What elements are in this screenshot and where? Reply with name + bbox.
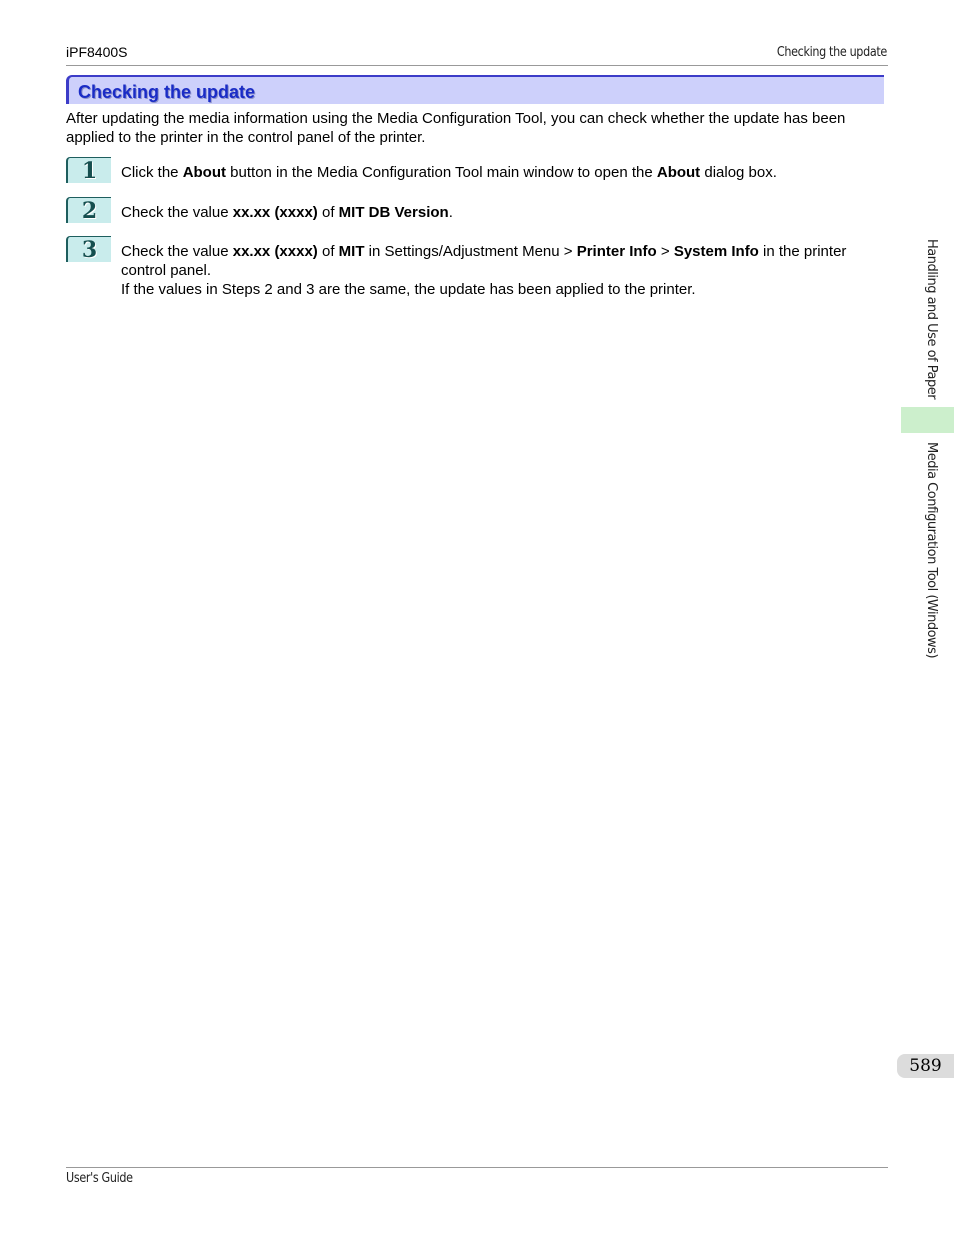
sidebar-active-tab	[901, 407, 954, 433]
bold-term: System Info	[673, 243, 759, 260]
intro-paragraph: After updating the media information using the Media Configuration Tool, you can check whether the update has been applied to the printer in the control panel of the printer.	[66, 110, 846, 146]
header-section: Checking the update	[777, 45, 887, 60]
header-product: iPF8400S	[66, 44, 128, 60]
bold-term: xx.xx (xxxx)	[232, 243, 318, 260]
text-run: of	[317, 204, 339, 221]
text-run: .	[448, 204, 453, 221]
text-run: in Settings/Adjustment Menu >	[364, 243, 577, 260]
text-run: Check the value	[121, 204, 233, 221]
bold-term: Printer Info	[576, 243, 657, 260]
text-run: of	[317, 243, 339, 260]
text-run: >	[656, 243, 674, 260]
sidebar-chapter-label: Handling and Use of Paper	[924, 239, 939, 400]
page-title: Checking the update	[78, 82, 256, 102]
step-1-number: 1	[66, 157, 111, 183]
bold-term: MIT DB Version	[338, 204, 449, 221]
footer-guide-label: User's Guide	[66, 1171, 133, 1186]
page-number: 589	[897, 1054, 954, 1078]
text-run: dialog box.	[700, 164, 777, 181]
step-1-text	[121, 163, 886, 182]
header-divider	[66, 65, 888, 66]
bold-term: MIT	[338, 243, 365, 260]
sidebar-section-label: Media Configuration Tool (Windows)	[924, 442, 939, 659]
step-2-text	[121, 203, 886, 222]
bold-term: About	[182, 164, 227, 181]
text-run: Check the value	[121, 243, 233, 260]
section-title-bar	[66, 75, 884, 104]
text-run: Click the	[121, 164, 183, 181]
bold-term: xx.xx (xxxx)	[232, 204, 318, 221]
text-run: in the printer control panel.	[121, 243, 847, 279]
footer-divider	[66, 1167, 888, 1168]
text-run: button in the Media Configuration Tool main window to open the	[226, 164, 657, 181]
bold-term: About	[656, 164, 701, 181]
text-run: If the values in Steps 2 and 3 are the same, the update has been applied to the printer.	[121, 281, 696, 298]
step-3-number: 3	[66, 236, 111, 262]
step-3-text	[121, 242, 886, 299]
step-2-number: 2	[66, 197, 111, 223]
